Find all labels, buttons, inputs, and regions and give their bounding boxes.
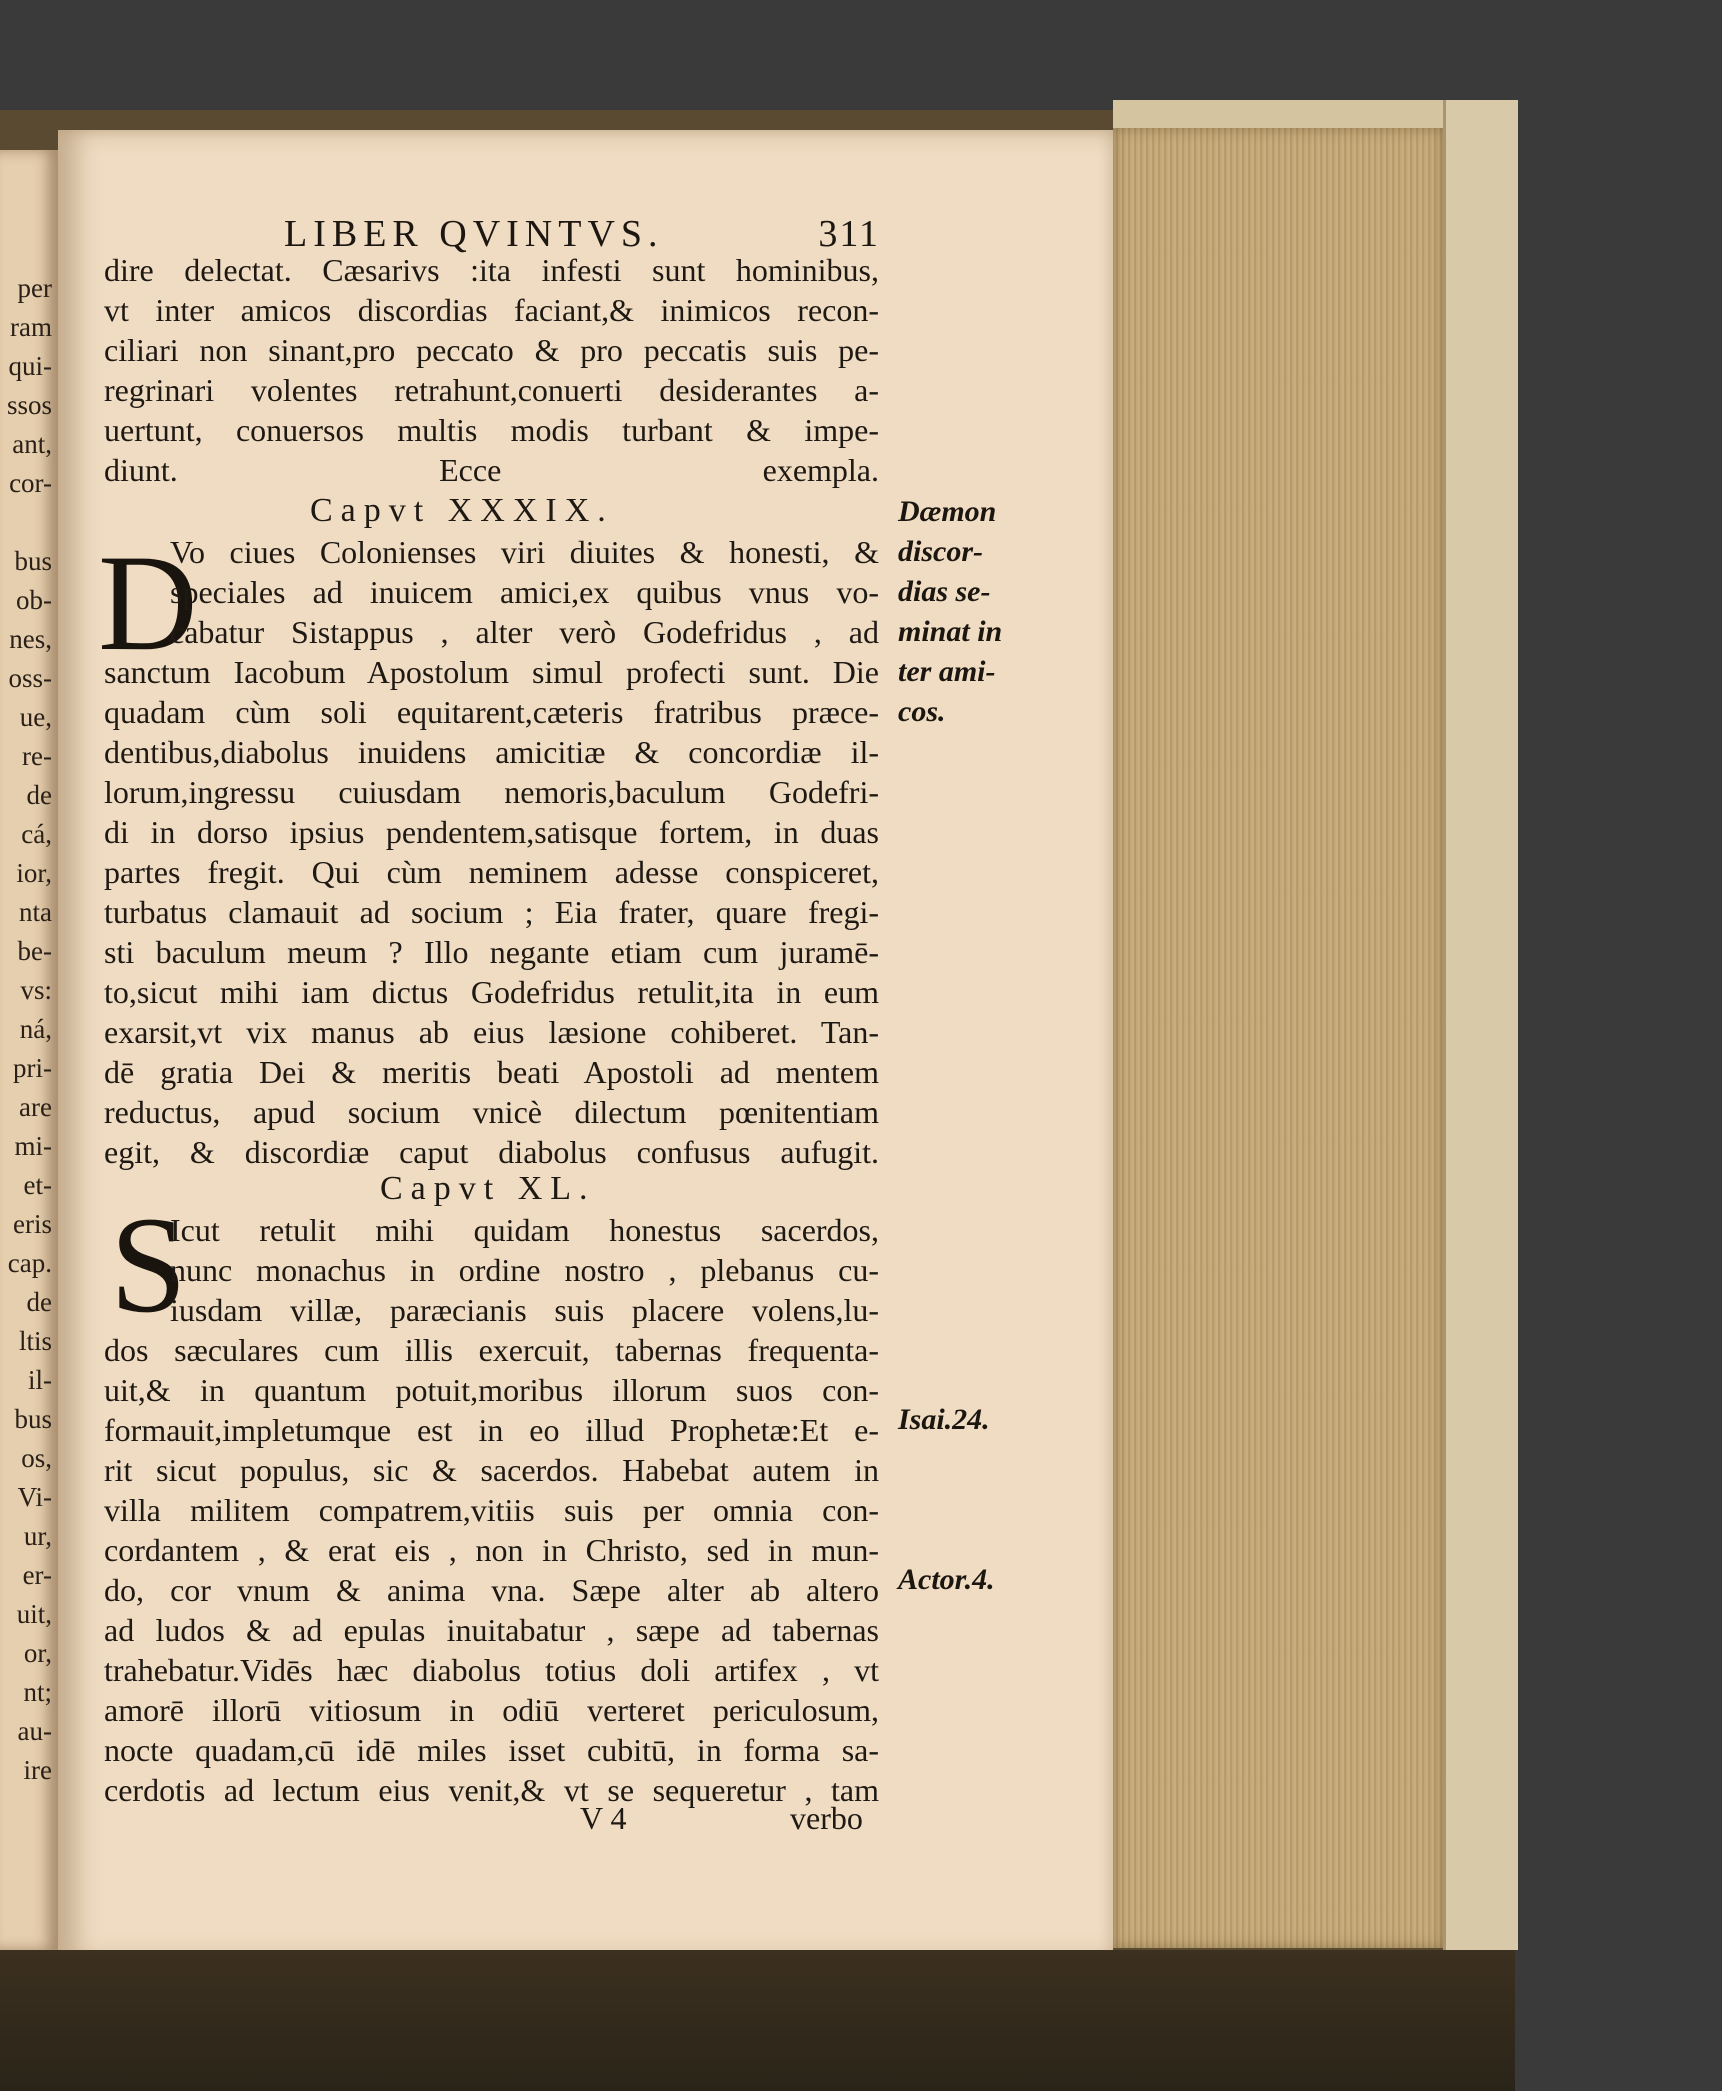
text-line: sanctum Iacobum Apostolum simul profecti sunt. Die (104, 654, 879, 690)
text-line: iusdam villæ, paræcianis suis placere volens,lu- (170, 1292, 879, 1328)
left-page-fragment: ior, (16, 858, 52, 888)
text-line: amorē illorū vitiosum in odiū verteret periculosum, (104, 1692, 879, 1728)
text-line: sti baculum meum ? Illo negante etiam cum juramē- (104, 934, 879, 970)
left-page-fragment: ue, (19, 702, 52, 732)
left-page-fragment: bus (14, 546, 52, 576)
text-line: speciales ad inuicem amici,ex quibus vnus vo- (170, 574, 879, 610)
text-line: uertunt, conuersos multis modis turbant & impe- (104, 412, 879, 448)
left-page-fragment: uit, (16, 1599, 52, 1629)
text-line: regrinari volentes retrahunt,conuerti desiderantes a- (104, 372, 879, 408)
text-line: partes fregit. Qui cùm neminem adesse conspiceret, (104, 854, 879, 890)
text-line: dos sæculares cum illis exercuit, tabernas frequenta- (104, 1332, 879, 1368)
text-line: egit, & discordiæ caput diabolus confusus aufugit. (104, 1134, 879, 1170)
left-page-fragment: cap. (7, 1248, 52, 1278)
left-page-fragment: ant, (12, 429, 52, 459)
dropcap-39: D (98, 526, 198, 679)
text-line: di in dorso ipsius pendentem,satisque fortem, in duas (104, 814, 879, 850)
left-page-fragment: vs: (20, 975, 52, 1005)
bottom-shadow (0, 1950, 1515, 2091)
text-line: nunc monachus in ordine nostro , plebanus cu- (170, 1252, 879, 1288)
text-line: quadam cùm soli equitarent,cæteris fratribus præce- (104, 694, 879, 730)
left-page-fragment: eris (13, 1209, 52, 1239)
left-page-fragment: ob- (16, 585, 52, 615)
text-line: to,sicut mihi iam dictus Godefridus retulit,ita in eum (104, 974, 879, 1010)
page-number: 311 (818, 213, 880, 255)
left-page-fragment: ssos (6, 390, 52, 420)
left-page-fragment: ire (23, 1755, 52, 1785)
left-page-fragment: or, (23, 1638, 52, 1668)
text-line: formauit,impletumque est in eo illud Prophetæ:Et e- (104, 1412, 879, 1448)
chapter-40-heading: Capvt XL. (380, 1170, 596, 1207)
left-page-fragment: be- (17, 936, 52, 966)
left-page-fragment: mi- (14, 1131, 52, 1161)
left-page-fragment: are (19, 1092, 52, 1122)
margin-note-line: ter ami- (898, 655, 996, 688)
left-page-fragment: bus (14, 1404, 52, 1434)
margin-note-line: discor- (898, 535, 983, 568)
text-line: do, cor vnum & anima vna. Sæpe alter ab altero (104, 1572, 879, 1608)
margin-note-isai: Isai.24. (898, 1403, 990, 1436)
signature-mark: V 4 (580, 1800, 627, 1836)
left-page-fragment: et- (23, 1170, 52, 1200)
left-page-fragment: au- (17, 1716, 52, 1746)
dropcap-40: S (110, 1188, 187, 1341)
cover-edge (1443, 100, 1518, 1950)
left-page-fragment: er- (22, 1560, 52, 1590)
margin-note-line: minat in (898, 615, 1003, 648)
text-line: uit,& in quantum potuit,moribus illorum suos con- (104, 1372, 879, 1408)
catchword: verbo (790, 1800, 863, 1836)
margin-note-actor: Actor.4. (898, 1563, 995, 1596)
text-line: rit sicut populus, sic & sacerdos. Habebat autem in (104, 1452, 879, 1488)
left-page-fragment: Vi- (17, 1482, 52, 1512)
text-line: exarsit,vt vix manus ab eius læsione cohiberet. Tan- (104, 1014, 879, 1050)
left-page-fragment: re- (22, 741, 52, 771)
text-line: dire delectat. Cæsarivs :ita infesti sunt hominibus, (104, 252, 879, 288)
text-line: turbatus clamauit ad socium ; Eia frater, quare fregi- (104, 894, 879, 930)
fore-edge-pages (1113, 128, 1443, 1948)
text-line: vt inter amicos discordias faciant,& inimicos recon- (104, 292, 879, 328)
text-line: trahebatur.Vidēs hæc diabolus totius doli artifex , vt (104, 1652, 879, 1688)
text-line: diunt. Ecce exempla. (104, 452, 879, 488)
text-line: cabatur Sistappus , alter verò Godefridus , ad (170, 614, 879, 650)
text-line: villa militem compatrem,vitiis suis per omnia con- (104, 1492, 879, 1528)
text-line: cerdotis ad lectum eius venit,& vt se sequeretur , tam (104, 1772, 879, 1808)
text-line: Icut retulit mihi quidam honestus sacerdos, (170, 1212, 879, 1248)
left-page-fragment: per (17, 273, 52, 303)
left-page-fragment: oss- (8, 663, 52, 693)
left-page-fragment: os, (21, 1443, 52, 1473)
left-page-fragment: de (26, 1287, 52, 1317)
left-page-fragment: cá, (21, 819, 52, 849)
text-line: cordantem , & erat eis , non in Christo, sed in mun- (104, 1532, 879, 1568)
left-page-fragment: nt; (23, 1677, 52, 1707)
left-page-fragment: il- (28, 1365, 52, 1395)
text-line: Vo ciues Colonienses viri diuites & honesti, & (170, 534, 879, 570)
left-page-fragment: ltis (18, 1326, 52, 1356)
left-page-fragment: nta (19, 897, 52, 927)
margin-note-line: cos. (898, 695, 946, 728)
text-line: lorum,ingressu cuiusdam nemoris,baculum Godefri- (104, 774, 879, 810)
left-page-fragment: ná, (19, 1014, 52, 1044)
left-page-fragment: nes, (9, 624, 52, 654)
left-page-fragment: qui- (8, 351, 52, 381)
text-line: ciliari non sinant,pro peccato & pro peccatis suis pe- (104, 332, 879, 368)
text-line: nocte quadam,cū idē miles isset cubitū, in forma sa- (104, 1732, 879, 1768)
left-page-edge (0, 150, 58, 1950)
text-line: dentibus,diabolus inuidens amicitiæ & concordiæ il- (104, 734, 879, 770)
margin-note-line: dias se- (898, 575, 991, 608)
left-page-fragment: ur, (23, 1521, 52, 1551)
left-page-fragment: pri- (13, 1053, 52, 1083)
chapter-39-heading: Capvt XXXIX. (310, 492, 614, 529)
left-page-fragment: ram (10, 312, 52, 342)
text-line: ad ludos & ad epulas inuitabatur , sæpe ad tabernas (104, 1612, 879, 1648)
running-head-title: LIBER QVINTVS. (284, 213, 664, 255)
text-line: reductus, apud socium vnicè dilectum pœnitentiam (104, 1094, 879, 1130)
left-page-fragment: cor- (9, 468, 52, 498)
text-line: dē gratia Dei & meritis beati Apostoli ad mentem (104, 1054, 879, 1090)
left-page-fragment: de (26, 780, 52, 810)
margin-note-line: Dæmon (898, 495, 997, 528)
